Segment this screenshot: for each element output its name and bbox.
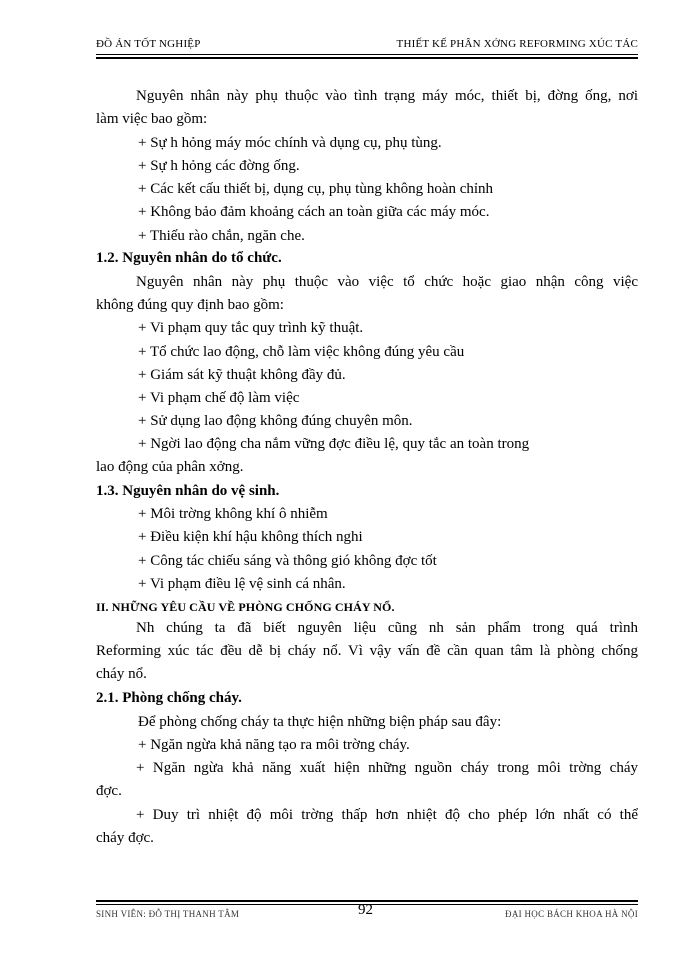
- list-item: + Không bảo đảm khoảng cách an toàn giữa các máy móc.: [138, 204, 490, 220]
- paragraph-line: Nguyên nhân này phụ thuộc vào tình trạng máy móc, thiết bị, đờng ống, nơi: [136, 88, 638, 104]
- paragraph-line: Nh chúng ta đã biết nguyên liệu cũng nh sản phẩm trong quá trình: [136, 620, 638, 636]
- paragraph-line: không đúng quy định bao gồm:: [96, 297, 284, 313]
- list-item: + Vi phạm quy tắc quy trình kỹ thuật.: [138, 320, 364, 336]
- header-right-title: THIẾT KẾ PHÂN XỞNG REFORMING XÚC TÁC: [396, 38, 638, 50]
- list-item-continuation: đợc.: [96, 783, 122, 799]
- header-left-title: ĐỒ ÁN TỐT NGHIỆP: [96, 38, 201, 50]
- paragraph-line: Để phòng chống cháy ta thực hiện những biện pháp sau đây:: [138, 714, 502, 730]
- header-rule: [96, 54, 638, 55]
- page-footer: [96, 900, 638, 924]
- header-rule-thick: [96, 57, 638, 59]
- section-heading-1-2: 1.2. Nguyên nhân do tổ chức.: [96, 250, 282, 266]
- list-item: + Thiếu rào chắn, ngăn che.: [138, 228, 305, 244]
- list-item: + Vi phạm chế độ làm việc: [138, 390, 300, 406]
- list-item: + Giám sát kỹ thuật không đầy đủ.: [138, 367, 346, 383]
- footer-university: ĐẠI HỌC BÁCH KHOA HÀ NỘI: [505, 909, 638, 919]
- list-item: + Các kết cấu thiết bị, dụng cụ, phụ tùng không hoàn chỉnh: [138, 181, 494, 197]
- footer-student: SINH VIÊN: ĐỖ THỊ THANH TÂM: [96, 909, 240, 919]
- list-item: + Sử dụng lao động không đúng chuyên môn.: [138, 413, 413, 429]
- list-item: + Điều kiện khí hậu không thích nghi: [138, 529, 363, 545]
- list-item-continuation: cháy đợc.: [96, 830, 154, 846]
- section-heading-1-3: 1.3. Nguyên nhân do vệ sinh.: [96, 483, 280, 499]
- list-item: + Duy trì nhiệt độ môi trờng thấp hơn nhiệt độ cho phép lớn nhất có thể: [136, 807, 638, 823]
- list-item: + Sự h hỏng các đờng ống.: [138, 158, 300, 174]
- list-item-continuation: lao động của phân xởng.: [96, 459, 244, 475]
- paragraph-line: Reforming xúc tác đều dễ bị cháy nổ. Vì vậy vấn đề cần quan tâm là phòng chống: [96, 643, 638, 659]
- list-item: + Ngời lao động cha nắm vững đợc điều lệ, quy tắc an toàn trong: [138, 436, 530, 452]
- paragraph-line: Nguyên nhân này phụ thuộc vào việc tổ chức hoặc giao nhận công việc: [136, 274, 638, 290]
- page-number: 92: [358, 902, 373, 918]
- list-item: + Ngăn ngừa khả năng tạo ra môi trờng cháy.: [138, 737, 410, 753]
- section-heading-2-1: 2.1. Phòng chống cháy.: [96, 690, 242, 706]
- list-item: + Môi trờng không khí ô nhiễm: [138, 506, 328, 522]
- list-item: + Công tác chiếu sáng và thông gió không đợc tốt: [138, 553, 437, 569]
- paragraph-line: cháy nổ.: [96, 666, 147, 682]
- list-item: + Tổ chức lao động, chỗ làm việc không đúng yêu cầu: [138, 344, 465, 360]
- list-item: + Vi phạm điều lệ vệ sinh cá nhân.: [138, 576, 346, 592]
- page-header: [96, 38, 638, 58]
- list-item: + Ngăn ngừa khả năng xuất hiện những nguồn cháy trong môi trờng cháy: [136, 760, 638, 776]
- list-item: + Sự h hỏng máy móc chính và dụng cụ, phụ tùng.: [138, 135, 442, 151]
- section-heading-II: II. NHỮNG YÊU CẦU VỀ PHÒNG CHỐNG CHÁY NỔ.: [96, 600, 395, 614]
- paragraph-line: làm việc bao gồm:: [96, 111, 208, 127]
